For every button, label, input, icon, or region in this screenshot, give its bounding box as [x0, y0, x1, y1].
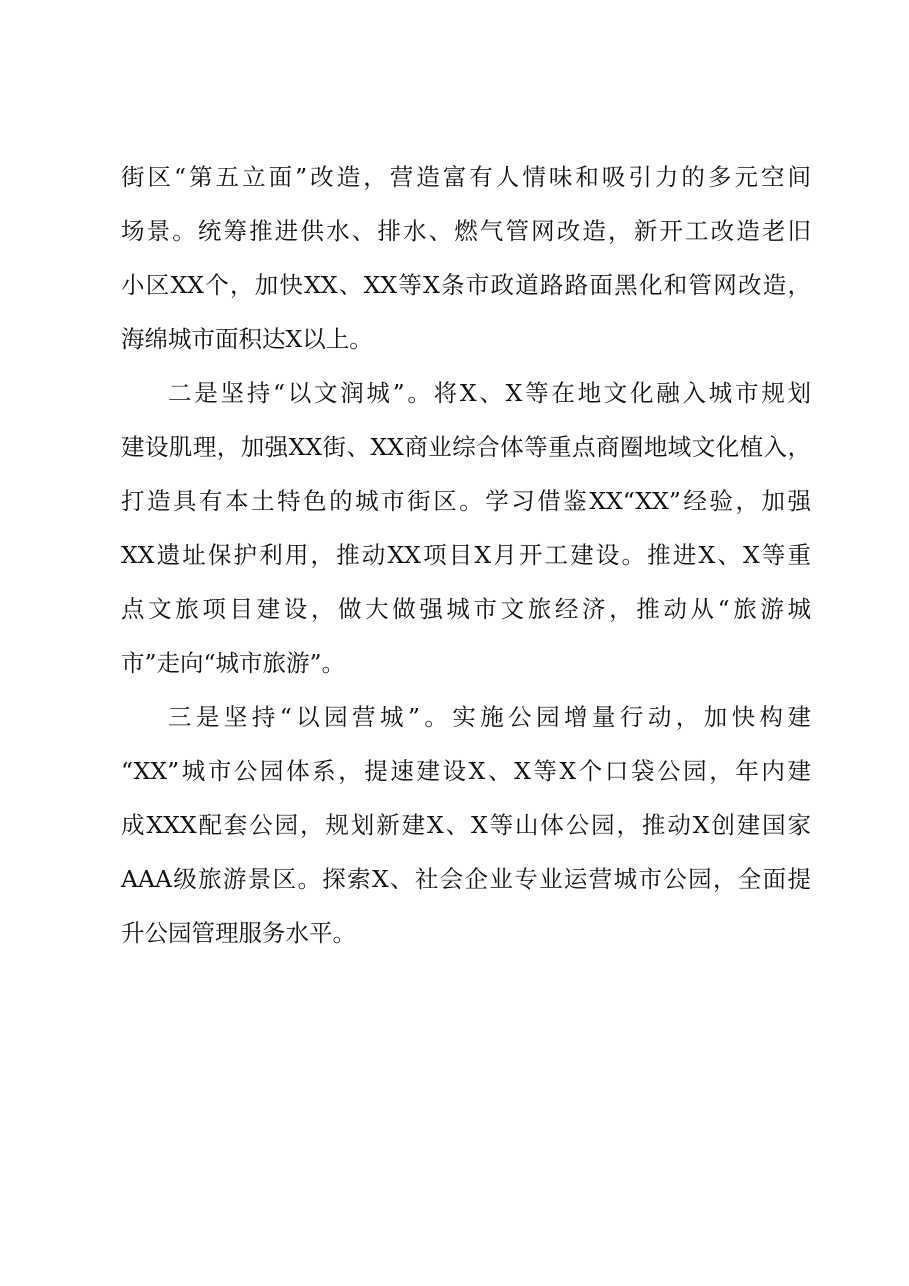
text-line: 海绵城市面积达X以上。 [121, 325, 373, 353]
text-line: AAA级旅游景区。探索X、社会企业专业运营城市公园，全面提 [121, 865, 811, 893]
paragraph-2 [121, 366, 811, 690]
paragraph-3 [121, 690, 811, 960]
text-line: 建设肌理，加强XX街、XX商业综合体等重点商圈地域文化植入， [121, 433, 811, 461]
text-line: 小区XX个，加快XX、XX等X条市政道路路面黑化和管网改造， [121, 271, 811, 299]
text-line: “XX”城市公园体系，提速建设X、X等X个口袋公园，年内建 [121, 757, 811, 785]
text-line: 点文旅项目建设，做大做强城市文旅经济，推动从“旅游城 [121, 595, 811, 623]
text-line: 升公园管理服务水平。 [121, 919, 356, 947]
text-line: 打造具有本土特色的城市街区。学习借鉴XX“XX”经验，加强 [121, 487, 811, 515]
text-line: 场景。统筹推进供水、排水、燃气管网改造，新开工改造老旧 [121, 217, 811, 245]
paragraph-1 [121, 150, 811, 366]
text-line: 三是坚持“以园营城”。实施公园增量行动，加快构建 [168, 703, 811, 731]
text-line: 街区“第五立面”改造，营造富有人情味和吸引力的多元空间 [121, 163, 811, 191]
text-line: 市”走向“城市旅游”。 [121, 649, 346, 677]
text-line: XX遗址保护利用，推动XX项目X月开工建设。推进X、X等重 [121, 541, 811, 569]
text-line: 二是坚持“以文润城”。将X、X等在地文化融入城市规划 [168, 379, 811, 407]
text-line: 成XXX配套公园，规划新建X、X等山体公园，推动X创建国家 [121, 811, 811, 839]
document-body [121, 150, 811, 960]
